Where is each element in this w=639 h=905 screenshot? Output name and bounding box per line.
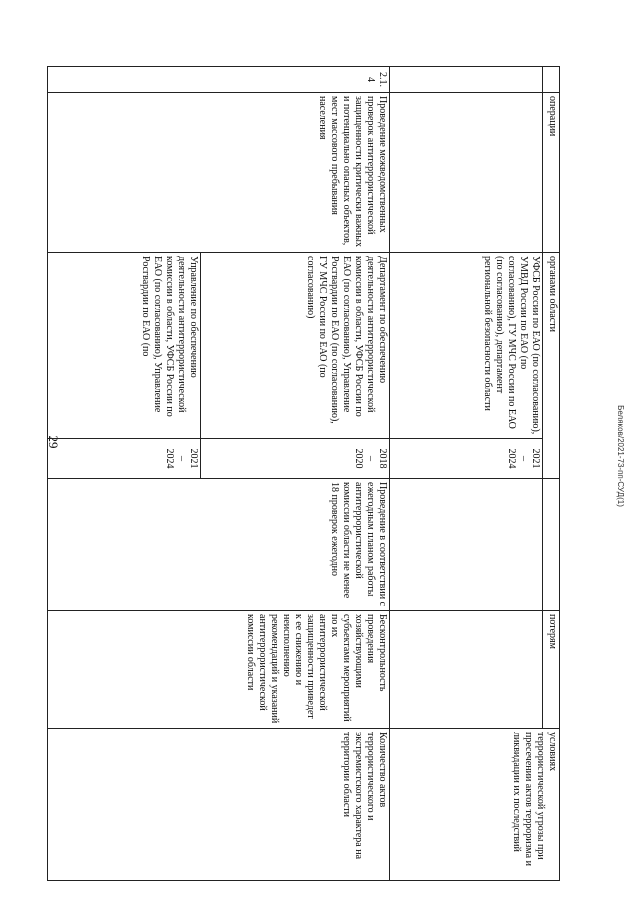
page-number: 29 (46, 435, 61, 449)
cell-consequences (390, 611, 543, 729)
organizations-cell: Управление по обеспечению деятельности антитеррористической комиссии в области, УФСБ России по ЕАО (по согласованию), Управление Росгвардии по ЕАО (по (48, 253, 201, 439)
cell-content (390, 479, 543, 611)
year-start: 2021 (530, 448, 541, 469)
header-organizations: органами области (543, 253, 560, 479)
year-end: 2024 (164, 448, 175, 469)
consequences-cell: Бесконтрольность проведения хозяйствующими субъектами мероприятий по их антитеррористической защищенности приведет к ее снижению и неисполнению рекомендаций и указаний антитеррористической комиссии области (48, 611, 390, 729)
cell-operation (390, 93, 543, 253)
cell-indicator-continued (390, 729, 560, 881)
year-dash: – (518, 456, 529, 461)
table-header-row (543, 67, 560, 881)
years-cell (201, 439, 390, 479)
document-code: Беляков/2021-73-пп-СУД(1) (616, 405, 625, 507)
year-dash: – (176, 456, 187, 461)
indicator-continued-text: террористической угрозы при пресечении актов терроризма и ликвидации их последствий (511, 732, 546, 866)
rotated-table-container (65, 66, 560, 880)
year-end: 2020 (353, 448, 364, 469)
year-start: 2018 (377, 448, 388, 469)
cell-number (543, 67, 560, 93)
cell-number (390, 67, 543, 93)
year-end: 2024 (506, 448, 517, 469)
organizations-cell: УФСБ России по ЕАО (по согласованию), УМВД России по ЕАО (по согласованию), ГУ МЧС России по ЕАО (по согласованию), департамент региональной безопасности области (390, 253, 543, 439)
year-dash: – (365, 456, 376, 461)
cell-content (543, 479, 560, 611)
header-consequences: потерям (543, 611, 560, 729)
header-operation: операции (543, 93, 560, 253)
indicator-cell: Количество актов террористического и экстремистского характера на территории области (48, 729, 390, 881)
content-cell: Проведение в соответствии с ежегодным планом работы антитеррористической комиссии области не менее 18 проверок ежегодно (48, 479, 390, 611)
operation-cell: Проведение межведомственных проверок антитеррористической защищенности критически важных и потенциально опасных объектов, мест массового пребывания населения (48, 93, 390, 253)
years-cell (48, 439, 201, 479)
years-cell (390, 439, 543, 479)
organizations-cell: Департамент по обеспечению деятельности антитеррористической комиссии в области, УФСБ России по ЕАО (по согласованию), Управление Росгвардии по ЕАО (по согласованию), ГУ МЧС России по ЕАО (по согласованию) (201, 253, 390, 439)
item-number: 2.1.4 (48, 67, 390, 93)
year-start: 2021 (188, 448, 199, 469)
measures-table (47, 66, 560, 881)
header-indicator: условиях (547, 732, 558, 772)
table-row-2-1-4 (201, 67, 390, 881)
